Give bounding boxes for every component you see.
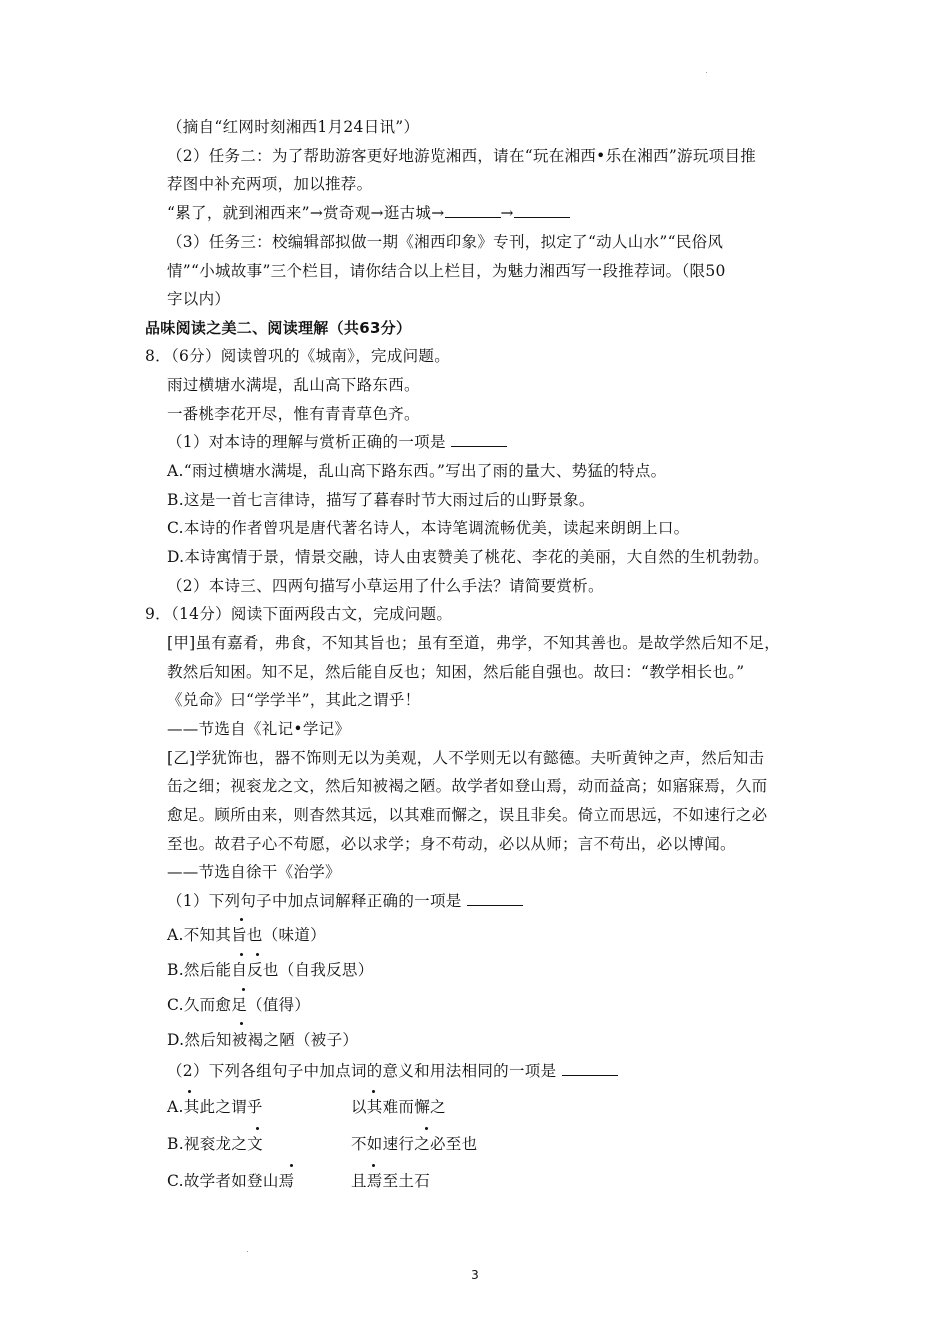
option-8-C: C.本诗的作者曾巩是唐代著名诗人，本诗笔调流畅优美，读起来朗朗上口。 [167,519,690,537]
route-arrow: → [500,204,514,222]
passage-a-line-1: [甲]虽有嘉肴，弗食，不知其旨也；虽有至道，弗学，不知其善也。是故学然后知不足， [167,634,781,652]
option-9-1-B: B.然后能自反也（自我反思） [167,961,374,979]
question-9-2: （2）下列各组句子中加点词的意义和用法相同的一项是 [167,1061,618,1081]
option-9-1-D: D.然后知被褐之陋（被子） [167,1031,359,1049]
scan-speck [706,72,707,73]
source-note: （摘自“红网时刻湘西1月24日讯”） [167,118,420,136]
passage-a-line-2: 教然后知困。知不足，然后能自反也；知困，然后能自强也。故曰：“教学相长也。” [167,663,745,681]
passage-b-source: ——节选自徐干《治学》 [167,863,341,881]
option-9-2-C-right: 且焉至土石 [351,1172,431,1190]
emphasis-dot [372,1090,375,1093]
option-9-2-B-left: B.视衮龙之文 [167,1135,263,1153]
question-9: 9．（14分）阅读下面两段古文，完成问题。 [145,605,453,623]
emphasis-dot [372,1164,375,1167]
question-8: 8．（6分）阅读曾巩的《城南》，完成问题。 [145,347,451,365]
emphasis-dot [240,918,243,921]
scan-speck [247,1251,248,1252]
answer-blank[interactable] [514,203,570,218]
option-9-2-A-right: 以其难而懈之 [351,1098,446,1116]
answer-blank[interactable] [467,891,523,906]
option-9-1-A: A.不知其旨也（味道） [167,926,326,944]
answer-blank[interactable] [562,1061,618,1076]
emphasis-dot [256,953,259,956]
option-9-2-A-left: A.其此之谓乎 [167,1098,263,1116]
emphasis-dot [240,1022,243,1025]
passage-b-line-1: [乙]学犹饰也，器不饰则无以为美观，人不学则无以有懿德。夫听黄钟之声，然后知击 [167,749,765,767]
poem-line-2: 一番桃李花开尽，惟有青青草色齐。 [167,405,420,423]
passage-a-line-3: 《兑命》曰“学学半”，其此之谓乎！ [167,691,421,709]
task2-route [167,203,570,223]
option-9-2-C-left: C.故学者如登山焉 [167,1172,295,1190]
question-9-1: （1）下列句子中加点词解释正确的一项是 [167,891,523,911]
task3-line3: 字以内） [167,290,231,308]
task2-line2: 荐图中补充两项，加以推荐。 [167,175,373,193]
passage-b-line-3: 愈足。顾所由来，则杳然其远，以其难而懈之，误且非矣。倚立而思远，不如速行之必 [167,806,768,824]
option-8-A: A.“雨过横塘水满堤，乱山高下路东西。”写出了雨的量大、势猛的特点。 [167,462,667,480]
passage-b-line-4: 至也。故君子心不苟愿，必以求学；身不苟动，必以从师；言不苟出，必以博闻。 [167,835,736,853]
emphasis-dot [188,1090,191,1093]
route-text: “累了，就到湘西来”→赏奇观→逛古城→ [167,204,445,222]
emphasis-dot [256,1127,259,1130]
option-9-2-B-right: 不如速行之必至也 [351,1135,478,1153]
question-8-1: （1）对本诗的理解与赏析正确的一项是 [167,432,507,452]
passage-b-line-2: 缶之细；视衮龙之文，然后知被褐之陋。故学者如登山焉，动而益高；如寤寐焉，久而 [167,777,768,795]
option-8-B: B.这是一首七言律诗，描写了暮春时节大雨过后的山野景象。 [167,491,595,509]
emphasis-dot [240,953,243,956]
passage-a-source: ——节选自《礼记•学记》 [167,720,351,738]
task3-line2: 情”“小城故事”三个栏目，请你结合以上栏目，为魅力湘西写一段推荐词。（限50 [167,262,726,280]
task2-line1: （2）任务二：为了帮助游客更好地游览湘西，请在“玩在湘西•乐在湘西”游玩项目推 [167,147,757,165]
emphasis-dot [290,1164,293,1167]
emphasis-dot [242,988,245,991]
emphasis-dot [425,1127,428,1130]
option-9-1-C: C.久而愈足（值得） [167,996,311,1014]
answer-blank[interactable] [451,432,507,447]
option-8-D: D.本诗寓情于景，情景交融，诗人由衷赞美了桃花、李花的美丽，大自然的生机勃勃。 [167,548,770,566]
answer-blank[interactable] [445,203,501,218]
question-8-2: （2）本诗三、四两句描写小草运用了什么手法？请简要赏析。 [167,577,604,595]
poem-line-1: 雨过横塘水满堤，乱山高下路东西。 [167,376,420,394]
task3-line1: （3）任务三：校编辑部拟做一期《湘西印象》专刊，拟定了“动人山水”“民俗风 [167,233,724,251]
section-heading: 品味阅读之美二、阅读理解（共63分） [145,319,412,337]
page-number: 3 [471,1268,479,1282]
